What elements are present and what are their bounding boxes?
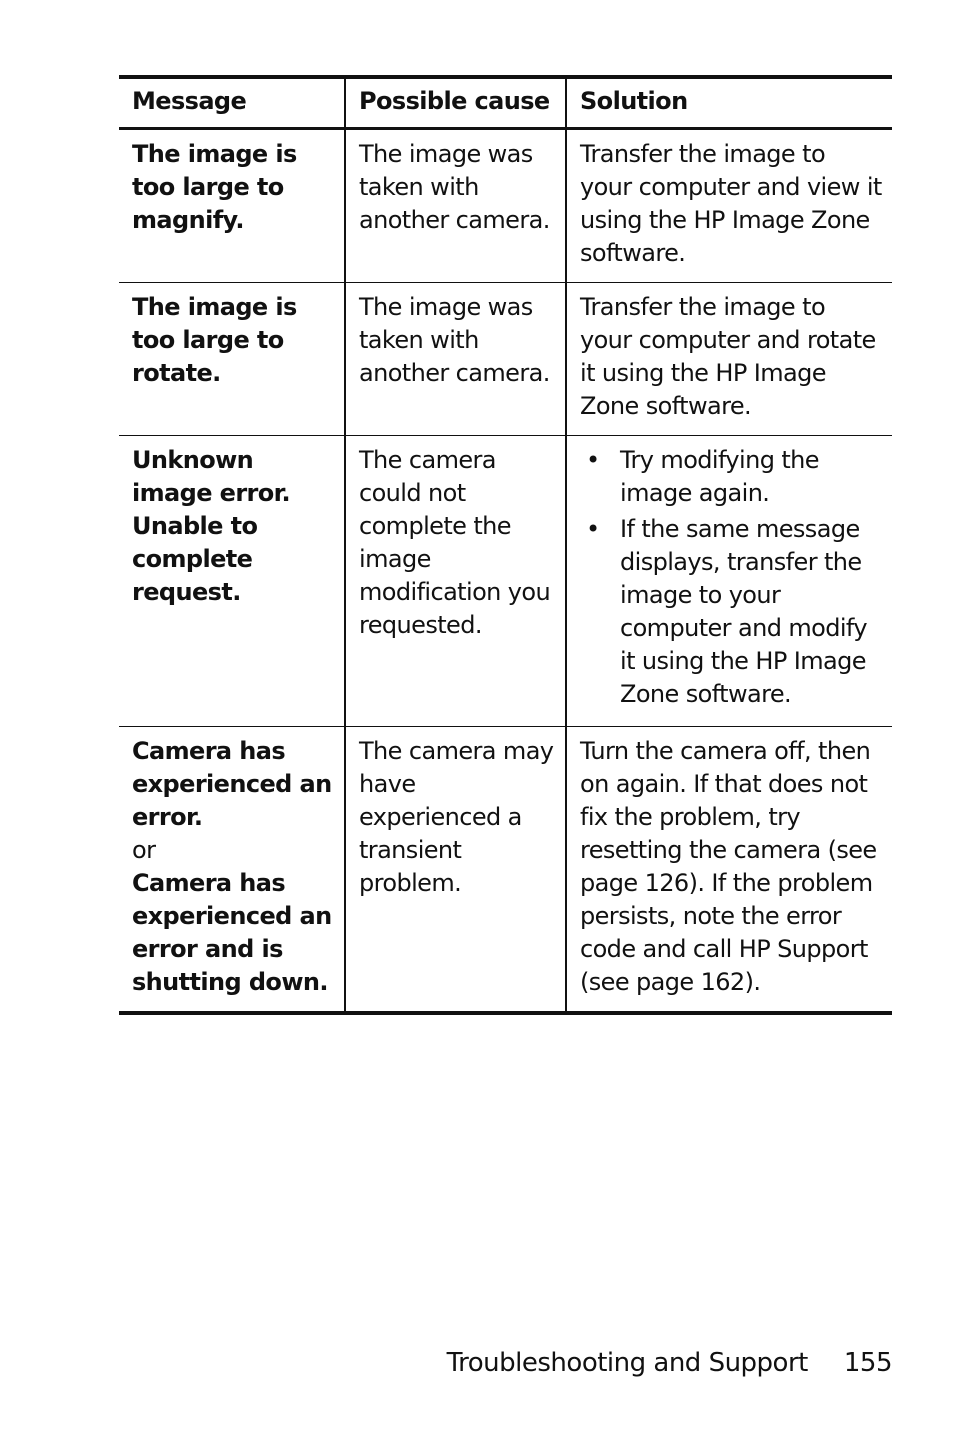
- solution-item-text: Try modifying the image again.: [620, 446, 819, 507]
- message-or: or: [132, 836, 156, 864]
- solution-cell: [566, 436, 892, 727]
- message-cell: The image is too large to rotate.: [132, 293, 297, 387]
- bullet-icon: •: [586, 446, 600, 474]
- message-text: Camera has experienced an error.: [132, 737, 332, 831]
- footer-section-title: Troubleshooting and Support: [446, 1348, 808, 1378]
- message-text: Camera has experienced an error and is shutting down.: [132, 869, 332, 996]
- table-row: [119, 436, 892, 727]
- cause-cell: The image was taken with another camera.: [345, 129, 566, 283]
- list-item: [580, 513, 882, 711]
- solution-item-text: If the same message displays, transfer the image to your computer and modify it using the HP Image Zone software.: [620, 515, 867, 708]
- table-header-row: [119, 77, 892, 129]
- table-row: [119, 129, 892, 283]
- table-row: [119, 727, 892, 1014]
- bullet-icon: •: [586, 515, 600, 543]
- solution-cell: Transfer the image to your computer and rotate it using the HP Image Zone software.: [566, 283, 892, 436]
- message-cell: The image is too large to magnify.: [132, 140, 297, 234]
- cause-cell: The camera could not complete the image modification you requested.: [345, 436, 566, 727]
- solution-list: [580, 444, 882, 711]
- page-number: 155: [843, 1348, 892, 1378]
- solution-cell: Turn the camera off, then on again. If that does not fix the problem, try resetting the camera (see page 126). If the problem persists, note the error code and call HP Support (see page 162).: [566, 727, 892, 1014]
- header-message: Message: [132, 87, 247, 115]
- header-solution: Solution: [566, 77, 892, 129]
- cause-cell: The camera may have experienced a transient problem.: [345, 727, 566, 1014]
- page-footer: [447, 1348, 892, 1378]
- header-possible-cause: Possible cause: [345, 77, 566, 129]
- message-cell: Unknown image error. Unable to complete request.: [132, 446, 291, 606]
- table-row: [119, 283, 892, 436]
- troubleshooting-table: [119, 75, 892, 1015]
- list-item: [580, 444, 882, 510]
- solution-cell: Transfer the image to your computer and view it using the HP Image Zone software.: [566, 129, 892, 283]
- message-cell: [119, 727, 345, 1014]
- cause-cell: The image was taken with another camera.: [345, 283, 566, 436]
